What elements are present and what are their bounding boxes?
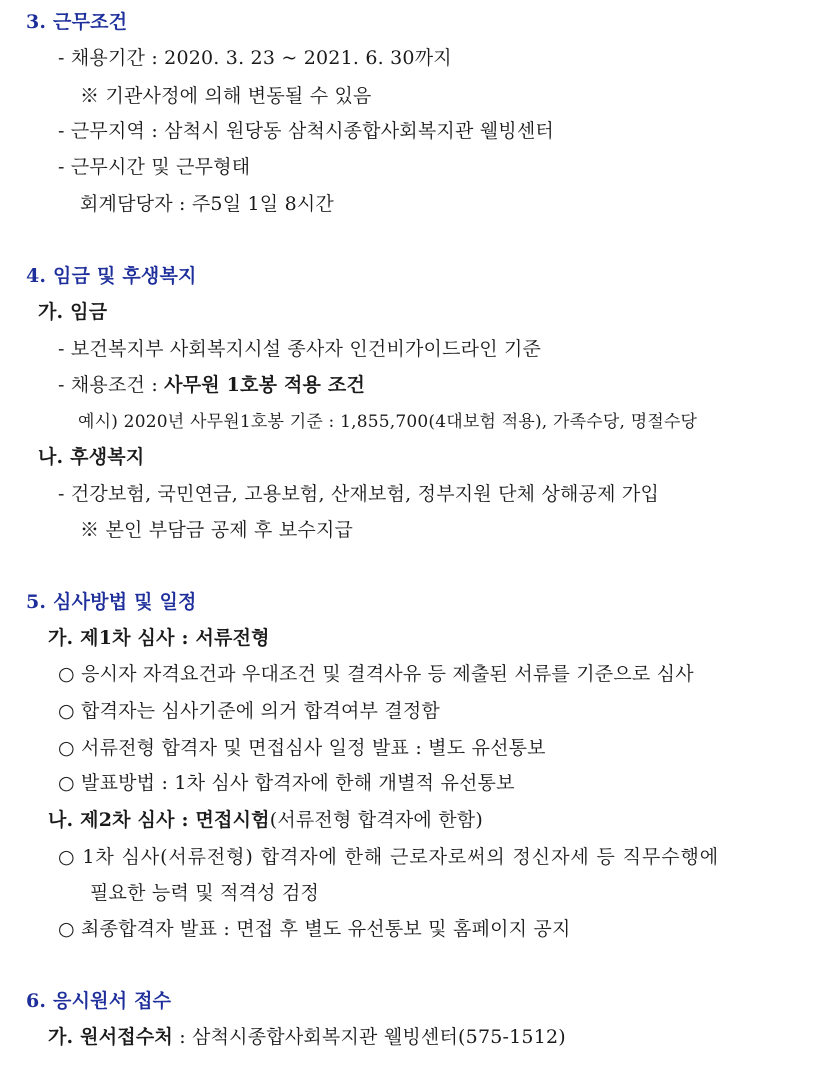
second-review-title-bold: 나. 제2차 심사 : 면접시험	[48, 809, 270, 831]
hiring-condition	[58, 373, 365, 397]
hiring-condition-value: 사무원 1호봉 적용 조건	[164, 374, 366, 396]
second-review-title-note: (서류전형 합격자에 한함)	[269, 809, 483, 831]
section-3-title: 3. 근무조건	[26, 11, 128, 33]
second-review-item: ○ 최종합격자 발표 : 면접 후 별도 유선통보 및 홈페이지 공지	[58, 918, 571, 940]
section-5-title: 5. 심사방법 및 일정	[26, 591, 197, 613]
wage-subtitle: 가. 임금	[38, 301, 108, 323]
work-hours-title: - 근무시간 및 근무형태	[58, 156, 251, 178]
application-desk	[48, 1025, 566, 1049]
second-review-item-line2: 필요한 능력 및 적격성 검정	[90, 882, 320, 904]
application-desk-value: : 삼척시종합사회복지관 웰빙센터(575-1512)	[172, 1026, 566, 1048]
second-review-title	[48, 808, 483, 832]
welfare-subtitle: 나. 후생복지	[38, 446, 145, 468]
first-review-item: ○ 서류전형 합격자 및 면접심사 일정 발표 : 별도 유선통보	[58, 737, 546, 759]
welfare-insurance: - 건강보험, 국민연금, 고용보험, 산재보험, 정부지원 단체 상해공제 가입	[58, 483, 660, 505]
work-hours-value: 회계담당자 : 주5일 1일 8시간	[80, 193, 334, 215]
hiring-condition-label: - 채용조건 :	[58, 374, 165, 396]
first-review-title: 가. 제1차 심사 : 서류전형	[48, 627, 270, 649]
section-4-title: 4. 임금 및 후생복지	[26, 265, 197, 287]
application-desk-label: 가. 원서접수처	[48, 1026, 173, 1048]
period-note: ※ 기관사정에 의해 변동될 수 있음	[80, 85, 372, 107]
section-6-title: 6. 응시원서 접수	[26, 990, 172, 1012]
second-review-item-line1: ○ 1차 심사(서류전형) 합격자에 한해 근로자로써의 정신자세 등 직무수행에	[58, 846, 719, 868]
wage-guideline: - 보건복지부 사회복지시설 종사자 인건비가이드라인 기준	[58, 338, 542, 360]
wage-example: 예시) 2020년 사무원1호봉 기준 : 1,855,700(4대보험 적용), 가족수당, 명절수당	[78, 412, 698, 432]
employment-period: - 채용기간 : 2020. 3. 23 ~ 2021. 6. 30까지	[58, 47, 452, 69]
first-review-item: ○ 합격자는 심사기준에 의거 합격여부 결정함	[58, 700, 440, 722]
welfare-note: ※ 본인 부담금 공제 후 보수지급	[80, 519, 354, 541]
work-location: - 근무지역 : 삼척시 원당동 삼척시종합사회복지관 웰빙센터	[58, 120, 554, 142]
first-review-item: ○ 응시자 자격요건과 우대조건 및 결격사유 등 제출된 서류를 기준으로 심사	[58, 663, 694, 685]
first-review-item: ○ 발표방법 : 1차 심사 합격자에 한해 개별적 유선통보	[58, 772, 515, 794]
